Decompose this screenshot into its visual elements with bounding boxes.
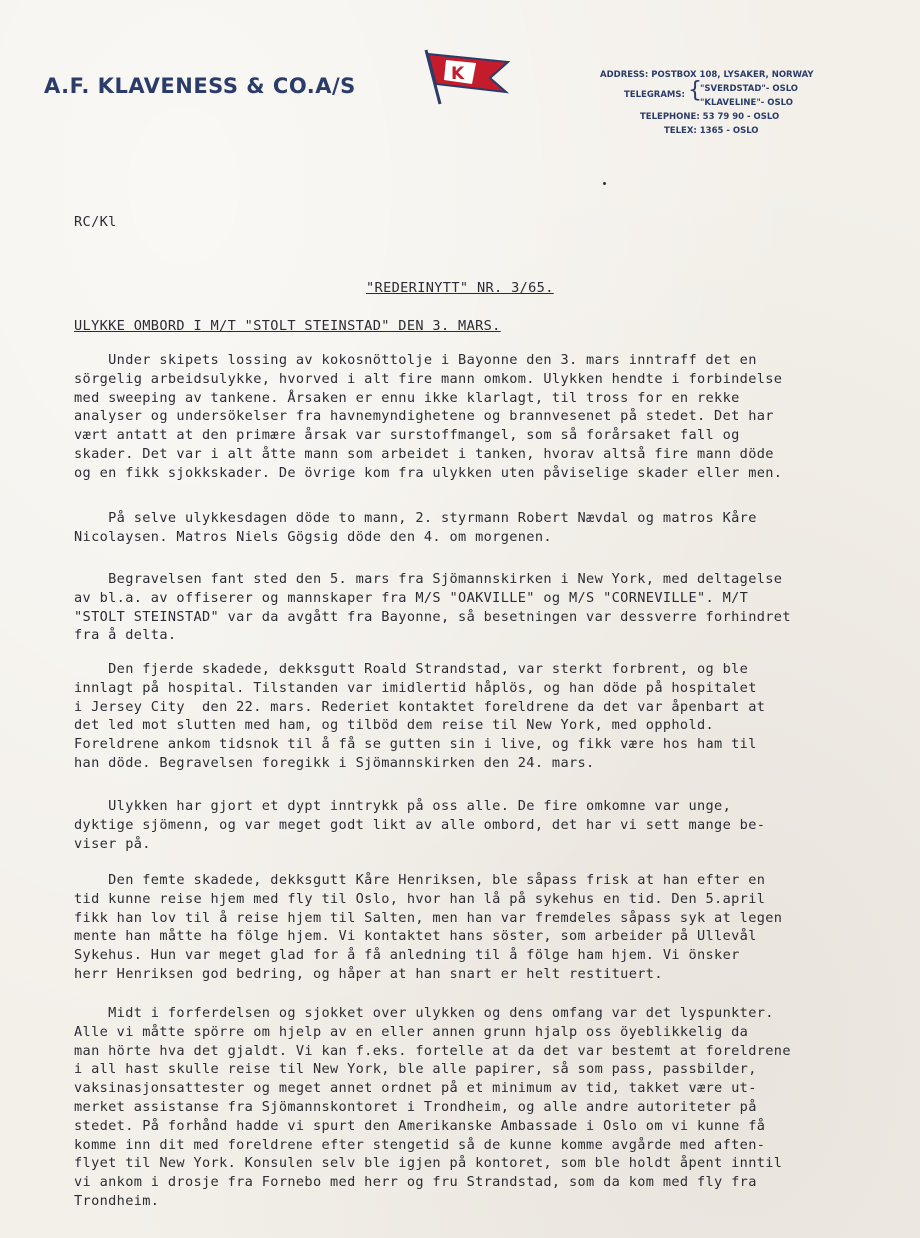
telegrams-line-2: "KLAVELINE"- OSLO [700, 98, 793, 108]
paragraph-3: Begravelsen fant sted den 5. mars fra Sjömannskirken i New York, med deltagelse av bl.a. av offiserer og mannskaper fra M/S "OAKVILLE" og M/S "CORNEVILLE". M/T "STOLT STEINSTAD" var da avgått fra Bayonne, så besetningen var dessverre forhindret fra å delta. [74, 571, 791, 644]
company-name: A.F. KLAVENESS & CO.A/S [44, 74, 356, 98]
newsletter-title: "REDERINYTT" NR. 3/65. [366, 280, 554, 296]
paragraph-2: På selve ulykkesdagen döde to mann, 2. styrmann Robert Nævdal og matros Kåre Nicolaysen. Matros Niels Gögsig döde den 4. om morgenen. [74, 510, 757, 545]
paragraph-1: Under skipets lossing av kokosnöttolje i Bayonne den 3. mars inntraff det en sörgelig arbeidsulykke, hvorved i alt fire mann omkom. Ulykken hendte i forbindelse med sweeping av tankene. Årsaken er ennu ikke klarlagt, til tross for en rekke analyser og undersökelser fra havnemyndighetene og brannvesenet på stedet. Det har vært antatt at den primære årsak var surstoffmangel, som så forårsaket fall og skader. Det var i alt åtte mann som arbeidet i tanken, hvorav altså fire mann döde og en fikk sjokkskader. De övrige kom fra ulykken uten påviselige skader eller men. [74, 352, 783, 481]
ink-dot [603, 182, 606, 185]
paragraph-7: Midt i forferdelsen og sjokket over ulykken og dens omfang var det lyspunkter. Alle vi måtte spörre om hjelp av en eller annen grunn hjalp oss öyeblikkelig da man hörte hva det gjaldt. Vi kan f.eks. fortelle at da det var bestemt at foreldrene i all hast skulle reise til New York, ble alle papirer, så som pass, passbilder, vaksinasjonsattester og meget annet ordnet på et minimum av tid, takket være ut- merket assistanse fra Sjömannskontoret i Trondheim, og alle andre autoriteter på stedet. På forhånd hadde vi spurt den Amerikanske Ambassade i Oslo om vi kunne få komme inn dit med foreldrene efter stengetid så de kunne komme avgårde med aften- flyet til New York. Konsulen selv ble igjen på kontoret, som ble holdt åpent inntil vi ankom i drosje fra Fornebo med herr og fru Strandstad, som da kom med fly fra Trondheim. [74, 1005, 791, 1209]
telex-line: TELEX: 1365 - OSLO [664, 126, 759, 136]
paragraph-6: Den femte skadede, dekksgutt Kåre Henriksen, ble såpass frisk at han efter en tid kunne reise hjem med fly til Oslo, hvor han lå på sykehus en tid. Den 5.april fikk han lov til å reise hjem til Salten, men han var fremdeles såpass syk at legen mente han måtte ha fölge hjem. Vi kontaktet hans söster, som arbeider på Ullevål Sykehus. Hun var meget glad for å få anledning til å fölge ham hjem. Vi önsker herr Henriksen god bedring, og håper at han snart er helt restituert. [74, 872, 783, 982]
telegrams-label: TELEGRAMS: [624, 90, 685, 100]
telephone-line: TELEPHONE: 53 79 90 - OSLO [640, 112, 780, 122]
reference-code: RC/Kl [74, 214, 117, 230]
address-line: ADDRESS: POSTBOX 108, LYSAKER, NORWAY [600, 70, 814, 80]
paragraph-5: Ulykken har gjort et dypt inntrykk på oss alle. De fire omkomne var unge, dyktige sjömenn, og var meget godt likt av alle ombord, det har vi sett mange be- viser på. [74, 798, 766, 852]
article-headline: ULYKKE OMBORD I M/T "STOLT STEINSTAD" DEN 3. MARS. [74, 318, 501, 334]
brace-glyph: { [688, 78, 702, 103]
svg-text:K: K [451, 64, 465, 84]
paragraph-4: Den fjerde skadede, dekksgutt Roald Strandstad, var sterkt forbrent, og ble innlagt på hospital. Tilstanden var imidlertid håplös, og han döde på hospitalet i Jersey City den 22. mars. Rederiet kontaktet foreldrene da det var åpenbart at det led mot slutten med ham, og tilböd dem reise til New York, med opphold. Foreldrene ankom tidsnok til å få se gutten sin i live, og fikk være hos ham til han döde. Begravelsen foregikk i Sjömannskirken den 24. mars. [74, 661, 766, 771]
telegrams-line-1: "SVERDSTAD"- OSLO [700, 84, 799, 94]
company-flag-logo [420, 46, 512, 106]
